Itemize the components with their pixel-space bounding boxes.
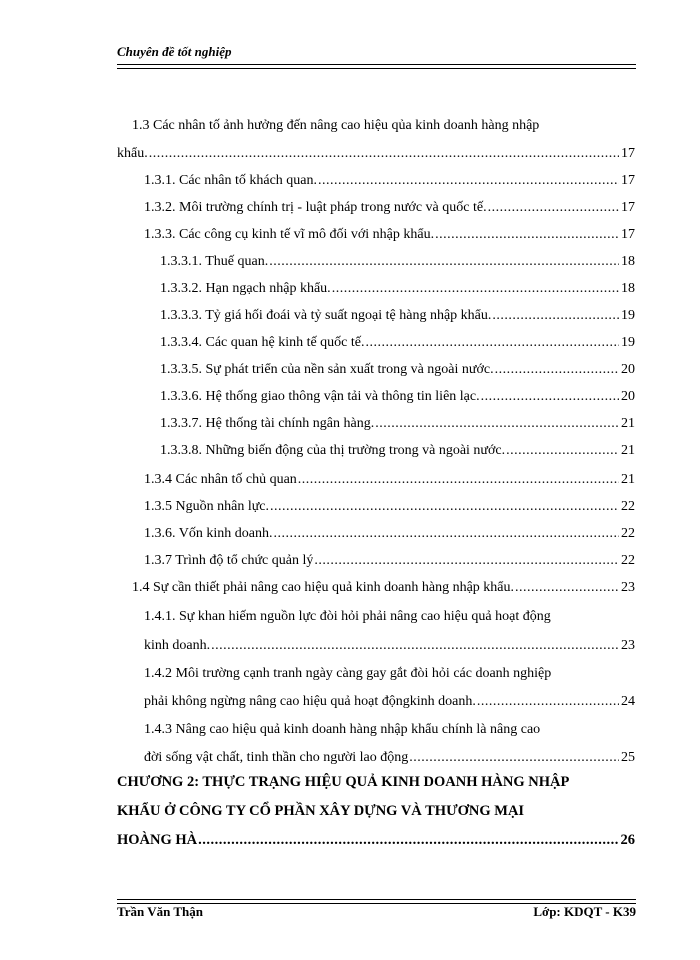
toc-entry-1-3-3: 1.3.3. Các công cụ kinh tế vĩ mô đối với nhập khẩu. ..... 17 bbox=[144, 225, 635, 245]
toc-entry-1-4-3: 1.4.3 Nâng cao hiệu quả kinh doanh hàng nhập khẩu chính là nâng cao bbox=[144, 722, 541, 737]
toc-entry-1-3-3-1: 1.3.3.1. Thuế quan. ..... 18 bbox=[160, 252, 635, 272]
toc-entry-1-3-6: 1.3.6. Vốn kinh doanh. ..... 22 bbox=[144, 524, 635, 544]
toc-entry-1-3-3-6: 1.3.3.6. Hệ thống giao thông vận tải và thông tin liên lạc. ..... 20 bbox=[160, 387, 635, 407]
toc-entry-1-3-3-8: 1.3.3.8. Những biến động của thị trường trong và ngoài nước. ..... 21 bbox=[160, 441, 635, 461]
toc-entry-1-3-3-2: 1.3.3.2. Hạn ngạch nhập khẩu. ..... 18 bbox=[160, 279, 635, 299]
toc-chapter-2-end: HOÀNG HÀ ..... 26 bbox=[117, 830, 635, 850]
toc-entry-1-3-3-5: 1.3.3.5. Sự phát triển của nền sản xuất trong và ngoài nước. ..... 20 bbox=[160, 360, 635, 380]
toc-entry-1-3: 1.3 Các nhân tố ảnh hưởng đến nâng cao hiệu qủa kinh doanh hàng nhập bbox=[132, 118, 540, 133]
toc-entry-1-3-5: 1.3.5 Nguồn nhân lực. ..... 22 bbox=[144, 497, 635, 517]
toc-entry-1-3-4: 1.3.4 Các nhân tố chủ quan ..... 21 bbox=[144, 470, 635, 490]
toc-chapter-2-cont: KHẨU Ở CÔNG TY CỔ PHẦN XÂY DỰNG VÀ THƯƠNG MẠI bbox=[117, 803, 525, 819]
toc-entry-1-4: 1.4 Sự cần thiết phải nâng cao hiệu quả kinh doanh hàng nhập khẩu. ..... 23 bbox=[132, 578, 635, 598]
toc-entry-1-3-1: 1.3.1. Các nhân tố khách quan. ..... 17 bbox=[144, 171, 635, 191]
page-footer bbox=[117, 904, 636, 920]
toc-entry-1-3-7: 1.3.7 Trình độ tổ chức quản lý ..... 22 bbox=[144, 551, 635, 571]
toc-entry-1-4-3-cont: đời sống vật chất, tinh thần cho người lao động ..... 25 bbox=[144, 748, 635, 768]
page-header: Chuyên đề tốt nghiệp bbox=[117, 44, 232, 59]
toc-entry-1-3-3-3: 1.3.3.3. Tỷ giá hối đoái và tỷ suất ngoại tệ hàng nhập khẩu. ..... 19 bbox=[160, 306, 635, 326]
footer-author: Trần Văn Thận bbox=[117, 904, 203, 919]
toc-entry-1-4-1-cont: kinh doanh. ..... 23 bbox=[144, 636, 635, 656]
toc-entry-1-4-2: 1.4.2 Môi trường cạnh tranh ngày càng gay gắt đòi hỏi các doanh nghiệp bbox=[144, 666, 552, 681]
toc-entry-1-4-2-cont: phải không ngừng nâng cao hiệu quả hoạt độngkinh doanh. ..... 24 bbox=[144, 692, 635, 712]
toc-entry-1-3-2: 1.3.2. Môi trường chính trị - luật pháp trong nước và quốc tế. ..... 17 bbox=[144, 198, 635, 218]
toc-entry-1-3-cont: khẩu. ..... 17 bbox=[117, 144, 635, 164]
footer-class: Lớp: KDQT - K39 bbox=[533, 904, 636, 919]
toc-entry-1-3-3-4: 1.3.3.4. Các quan hệ kinh tế quốc tế. ..... 19 bbox=[160, 333, 635, 353]
toc-entry-1-3-3-7: 1.3.3.7. Hệ thống tài chính ngân hàng. ..... 21 bbox=[160, 414, 635, 434]
toc-entry-1-4-1: 1.4.1. Sự khan hiếm nguồn lực đòi hỏi phải nâng cao hiệu quả hoạt động bbox=[144, 609, 551, 624]
toc-chapter-2: CHƯƠNG 2: THỰC TRẠNG HIỆU QUẢ KINH DOANH HÀNG NHẬP bbox=[117, 774, 570, 790]
